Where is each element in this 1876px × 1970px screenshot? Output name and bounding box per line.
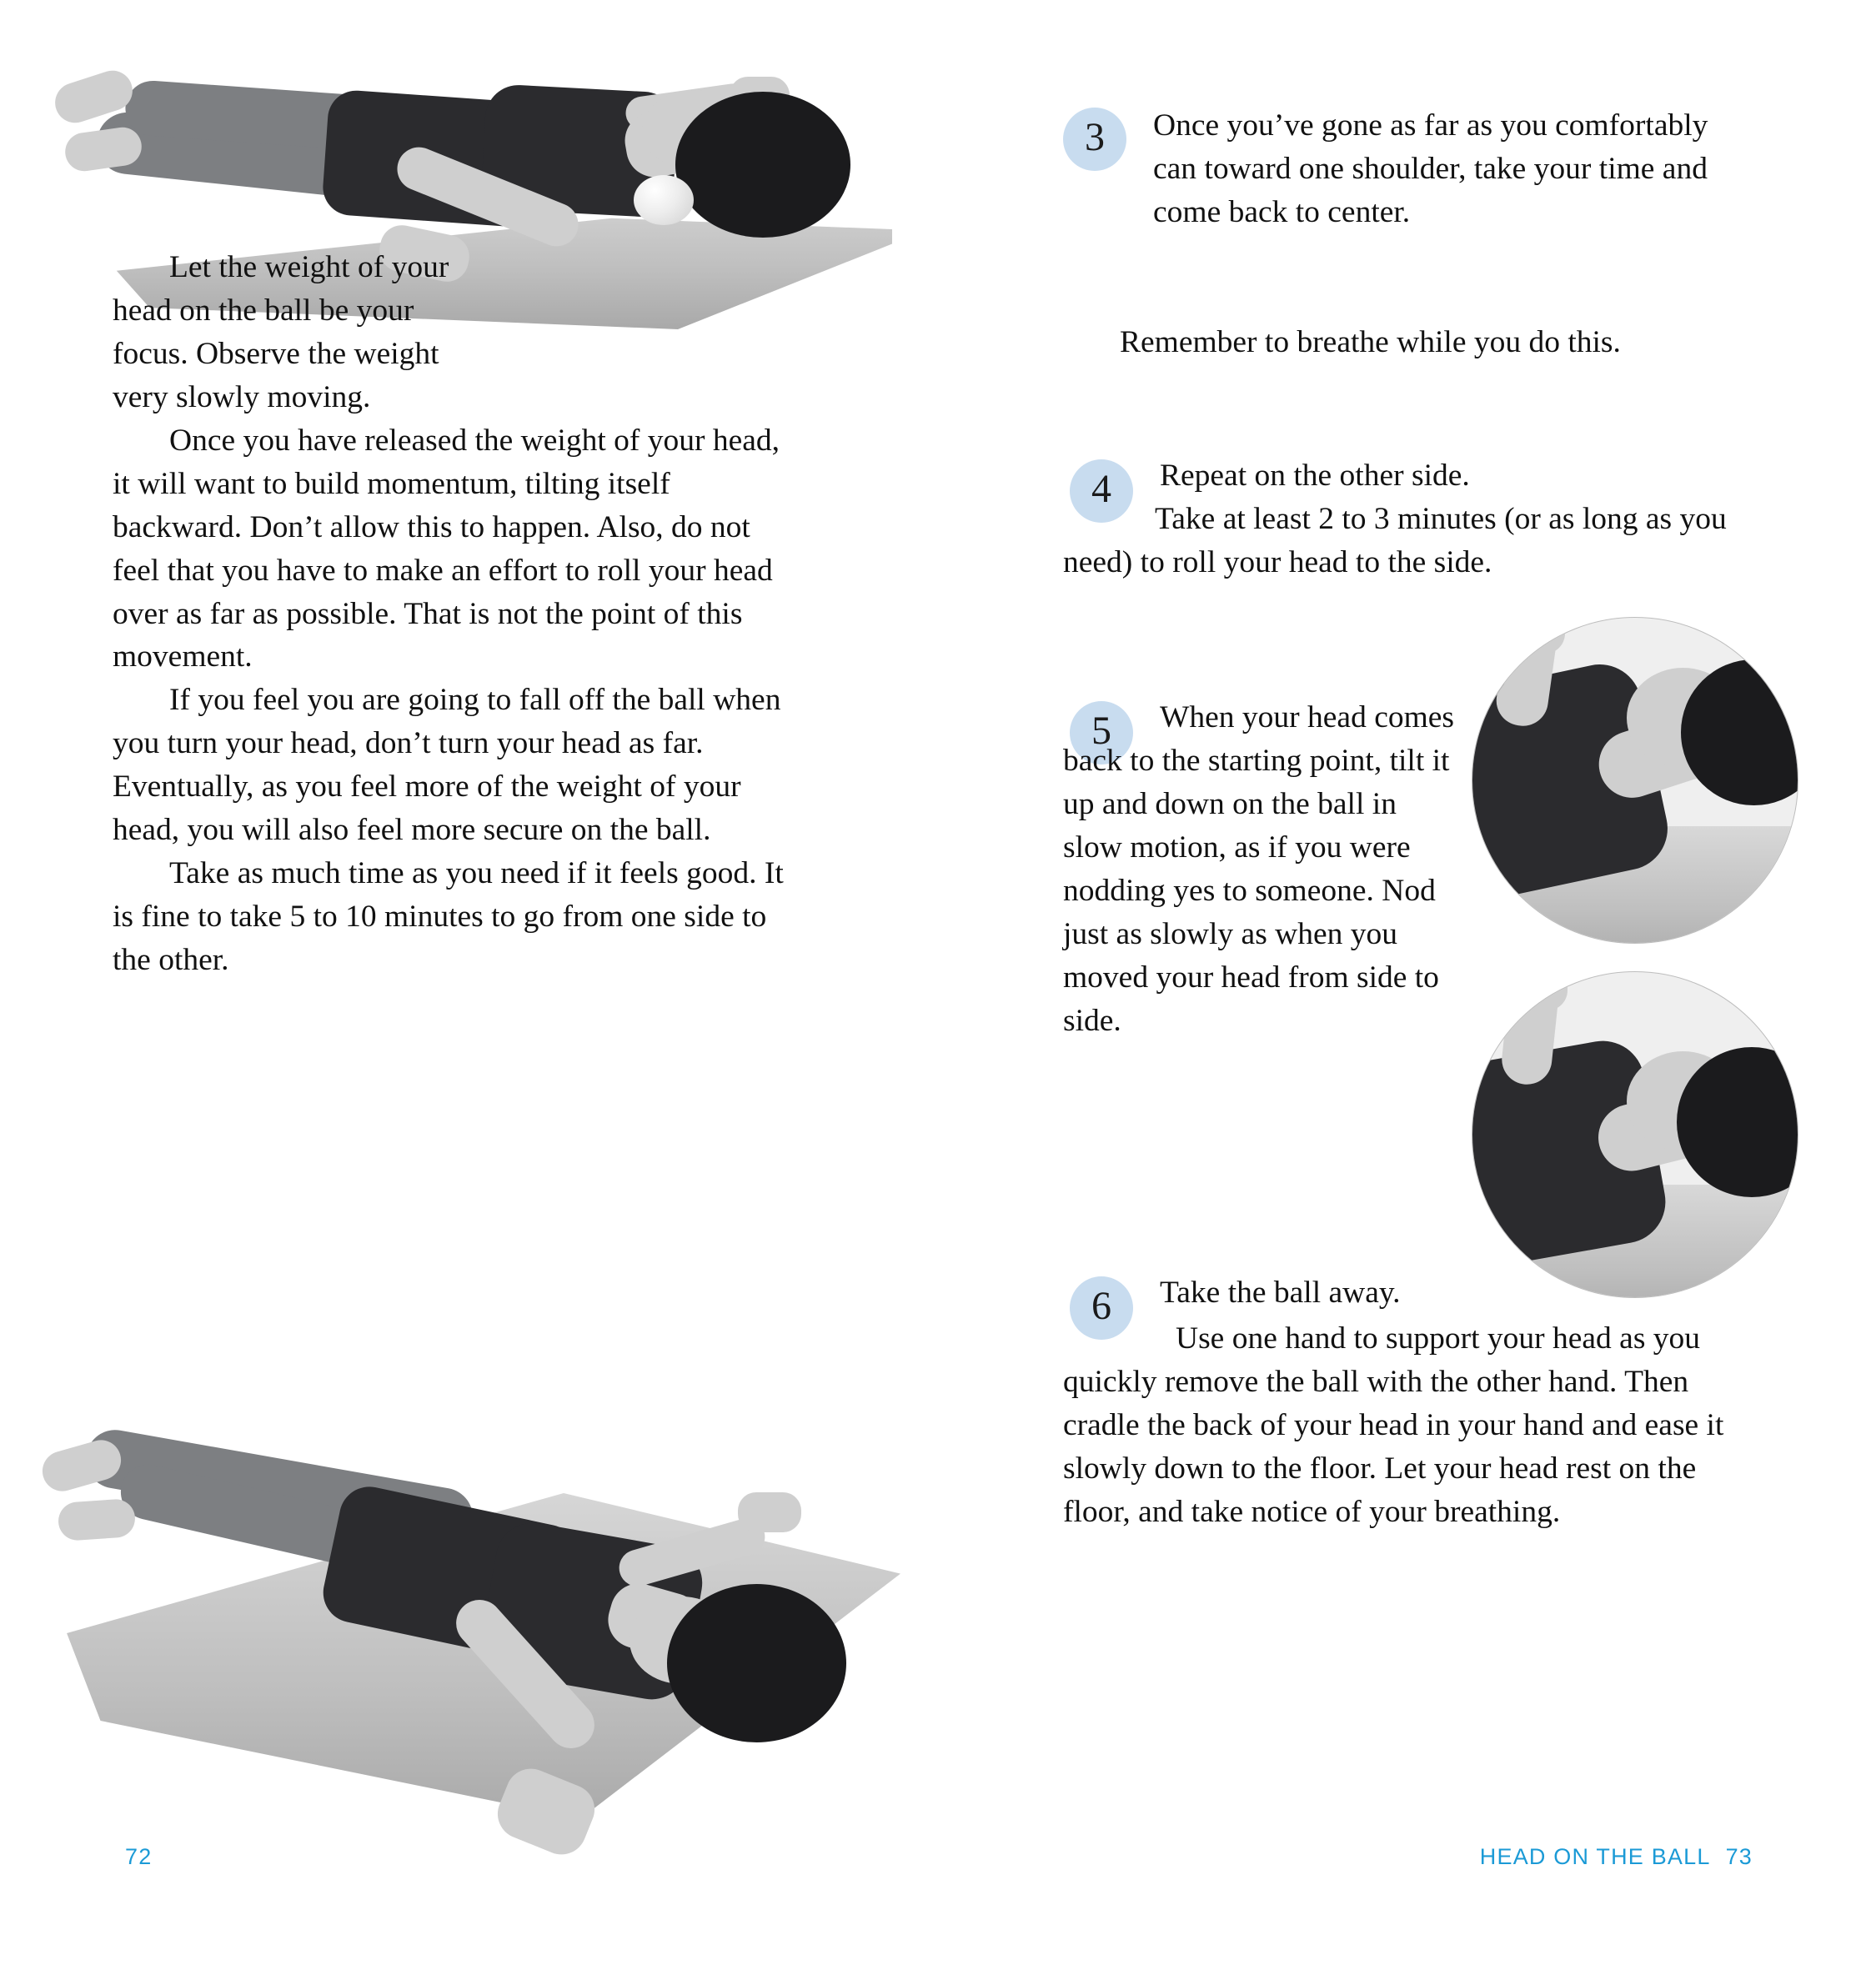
hand-shape [1489,971,1568,1010]
step-6 [1063,1271,1455,1328]
step-6-body [1063,1317,1751,1534]
chapter-title: HEAD ON THE BALL [1479,1844,1711,1869]
step-paragraph-text: When your head comes back to the starting point, tilt it up and down on the ball in slow motion, as if you were nodding yes to someone. Nod just as slowly as when you moved your head from side to side. [1063,700,1454,1038]
step-3-continued [1063,321,1751,364]
right-page [938,0,1876,1970]
step-4 [1063,454,1751,584]
step-paragraph: Take at least 2 to 3 minutes (or as long as you need) to roll your head to the side. [1063,501,1727,579]
paragraph: Once you have released the weight of your head, it will want to build momentum, tilting itself backward. Don’t allow this to happen. Also, do not feel that you have to make an effort to roll your head over as far as possible. That is not the point of this movement. [113,423,780,674]
step-paragraph: Once you’ve gone as far as you comfortably can toward one shoulder, take your time and come back to center. [1153,108,1708,229]
step-paragraph: Use one hand to support your head as you quickly remove the ball with the other hand. Then cradle the back of your head in your hand and ease it slowly down to the floor. Let your head rest on the floor, and take notice of your breathing. [1063,1321,1724,1529]
step-number-badge: 6 [1070,1276,1133,1340]
paragraph: Take as much time as you need if it feels good. It is fine to take 5 to 10 minutes to go from one side to the other. [113,856,784,977]
step-5-body [1063,696,1455,1043]
photo-circle-upper [1472,617,1798,944]
page-number-right: 73 [1725,1844,1753,1869]
photo-bottom-left [33,1376,917,1959]
exercise-ball [634,175,694,225]
step-number-badge: 4 [1070,459,1133,523]
step-paragraph: Repeat on the other side. [1160,459,1470,493]
step-number-badge: 3 [1063,108,1126,171]
photo-circle-lower [1472,971,1798,1298]
page-number-left: 72 [125,1844,153,1869]
hand-shape [1485,617,1565,654]
hair-shape [675,92,850,238]
foot-shape-2 [58,1498,137,1541]
paragraph: If you feel you are going to fall off the ball when you turn your head, don’t turn your head as far. Eventually, as you feel more of the weight of your head, you will also feel more secure on the ball. [113,683,781,848]
step-paragraph: Take the ball away. [1160,1276,1401,1310]
hand-shape [738,1492,801,1532]
hair-shape [667,1584,846,1742]
step-paragraph: Remember to breathe while you do this. [1120,325,1621,359]
step-3 [1063,104,1751,234]
step-number-badge: 5 [1070,701,1133,764]
paragraph: Let the weight of your head on the ball be your focus. Observe the weight very slowly moving. [113,250,449,414]
left-column-text [113,246,788,982]
running-footer [1480,1844,1753,1870]
